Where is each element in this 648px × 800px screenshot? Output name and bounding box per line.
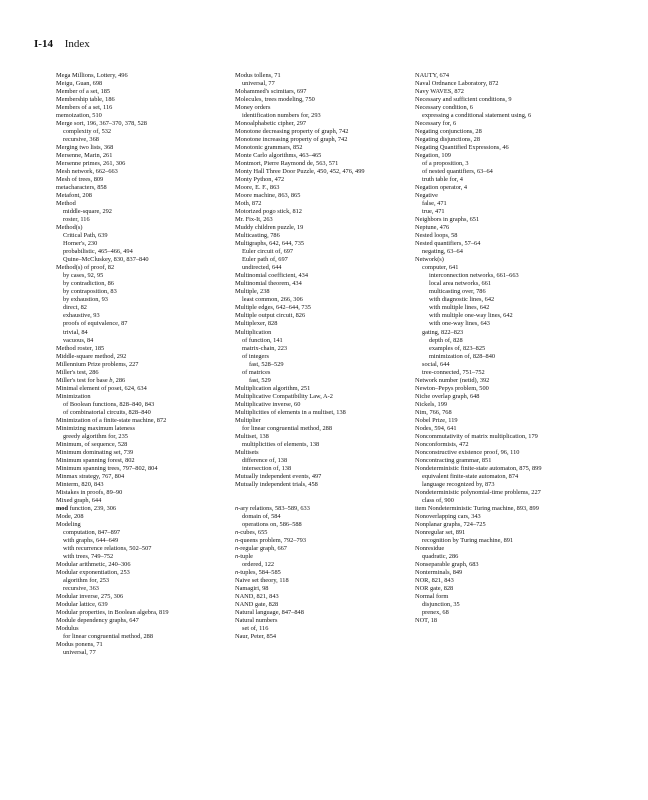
index-subentry: by contradiction, 86 (63, 280, 114, 288)
index-subentry: of function, 141 (242, 336, 283, 344)
index-subentry: interconnection networks, 661–663 (429, 272, 519, 280)
index-entry: NAUTY, 674 (415, 72, 450, 79)
index-entry: Newton–Pepys problem, 500 (415, 384, 489, 392)
index-entry: Molecules, trees modeling, 750 (235, 96, 315, 104)
index-entry: Mr. Fix-It, 263 (235, 216, 273, 224)
index-entry: Multiplicative inverse, 60 (235, 400, 301, 408)
index-entry: Multisets (235, 448, 259, 456)
index-subentry: algorithm for, 253 (63, 576, 110, 584)
index-subentry: class of, 900 (422, 496, 454, 504)
index-subentry: ordered, 122 (242, 560, 275, 568)
index-entry: Multiset, 138 (235, 432, 269, 440)
index-entry: Monty Python, 472 (235, 176, 285, 184)
index-subentry: of nested quantifiers, 63–64 (422, 168, 493, 176)
index-entry: Monotone decreasing property of graph, 742 (235, 128, 349, 136)
index-subentry: proofs of equivalence, 87 (63, 320, 128, 328)
index-entry: Nondeterministic polynomial-time problems, 227 (415, 488, 541, 496)
index-entry: Minimum spanning trees, 797–802, 804 (56, 464, 158, 472)
index-entry: Modus tollens, 71 (235, 72, 281, 79)
index-subentry: gating, 822–823 (422, 328, 464, 336)
index-entry: Moth, 872 (235, 200, 262, 208)
index-entry: Network(s) (415, 256, 444, 264)
index-entry: Moore machine, 863, 865 (235, 192, 301, 200)
index-entry: Necessary condition, 6 (415, 104, 473, 112)
index-subentry: by cases, 92, 95 (63, 272, 104, 280)
index-entry: NOT, 18 (415, 617, 438, 625)
index-subentry: fast, 529 (249, 376, 271, 384)
index-entry: Normal form (415, 593, 449, 601)
index-entry: n-regular graph, 667 (235, 544, 287, 552)
index-entry: n-queens problem, 792–793 (235, 536, 307, 544)
index-entry: Multicasting, 786 (235, 232, 280, 240)
index-entry: Minimal element of poset, 624, 634 (56, 384, 147, 392)
index-entry: Millennium Prize problems, 227 (56, 360, 139, 368)
index-subentry: by contraposition, 83 (63, 288, 117, 296)
index-gap (235, 489, 410, 497)
index-entry: Minimizing maximum lateness (56, 424, 135, 432)
index-entry: Multiplier (235, 416, 261, 424)
index-subentry: universal, 77 (63, 649, 96, 657)
index-entry: NOR gate, 828 (415, 585, 454, 592)
index-subentry: matrix-chain, 223 (242, 344, 288, 352)
index-entry: Minimization (56, 392, 91, 400)
index-entry: Mega Millions, Lottery, 496 (56, 72, 128, 79)
index-entry: Minimum, of sequence, 528 (56, 440, 128, 448)
index-entry: Multiple, 238 (235, 288, 270, 296)
index-subentry: Euler circuit of, 697 (242, 248, 294, 256)
index-entry: Noncommutativity of matrix multiplication, 179 (415, 432, 538, 440)
index-entry: n-cubes, 655 (235, 528, 268, 536)
index-subentry: truth table for, 4 (422, 176, 463, 184)
index-subentry: negating, 63–64 (422, 248, 463, 256)
index-entry: Member of a set, 185 (56, 88, 111, 96)
index-subentry: difference of, 138 (242, 456, 288, 464)
index-entry: NOR, 821, 843 (415, 576, 454, 584)
index-entry: Moore, E. F., 863 (235, 184, 280, 192)
index-entry: Mixed graph, 644 (56, 496, 102, 504)
index-subentry: vacuous, 84 (63, 336, 94, 344)
index-subentry: identification numbers for, 293 (242, 112, 321, 120)
index-entry: Modular arithmetic, 240–306 (56, 560, 131, 568)
index-subentry: greedy algorithm for, 235 (63, 432, 128, 440)
index-subentry: of a proposition, 3 (422, 160, 469, 168)
index-subentry: equivalent finite-state automaton, 874 (422, 472, 519, 480)
index-subentry: set of, 116 (242, 625, 269, 633)
index-subentry: operations on, 586–588 (242, 520, 302, 528)
index-entry: Network number (netid), 392 (415, 376, 490, 384)
index-entry: Nondeterministic finite-state automaton, 875, 899 (415, 464, 542, 472)
index-subentry: with graphs, 644–649 (63, 536, 119, 544)
index-subentry: intersection of, 138 (242, 464, 292, 472)
index-entry: Mohammed's scimitars, 697 (235, 88, 307, 96)
index-entry: Natural language, 847–848 (235, 609, 304, 617)
index-entry: Nim, 766, 768 (415, 408, 452, 416)
index-entry: Nonconstructive existence proof, 96, 110 (415, 448, 520, 456)
index-column-1 (56, 72, 226, 657)
index-subentry: universal, 77 (242, 80, 275, 88)
index-entry: Module dependency graphs, 647 (56, 617, 139, 625)
index-entry: Multiplicities of elements in a multiset, 138 (235, 408, 346, 416)
index-subentry: with multiple lines, 642 (429, 304, 490, 312)
index-column-2 (235, 72, 410, 641)
index-column-3 (415, 72, 625, 625)
index-entry: Mesh of trees, 809 (56, 176, 104, 184)
index-subentry: prenex, 68 (422, 609, 449, 617)
index-subentry: least common, 266, 306 (242, 296, 303, 304)
index-entry: Necessary for, 6 (415, 120, 457, 128)
index-subentry: Quine–McCluskey, 830, 837–840 (63, 256, 149, 264)
index-entry: Modular inverse, 275, 306 (56, 593, 124, 601)
page-number: I-14 (34, 38, 53, 50)
index-entry: Nodes, 594, 641 (415, 424, 457, 432)
index-subentry: with trees, 749–752 (63, 552, 114, 560)
index-entry: Multiple edges, 642–644, 735 (235, 304, 311, 312)
index-entry: Necessary and sufficient conditions, 9 (415, 96, 512, 104)
index-entry: Mode, 208 (56, 512, 84, 520)
index-entry: n-tuples, 584–585 (235, 568, 281, 576)
index-entry: Money orders (235, 104, 271, 112)
index-entry: Method(s) of proof, 82 (56, 264, 115, 272)
index-entry: Monotonic grammars, 852 (235, 144, 303, 152)
index-entry: Miller's test, 286 (56, 368, 99, 376)
index-entry: Negating Quantified Expressions, 46 (415, 144, 509, 152)
index-entry: Nonseparable graph, 683 (415, 560, 479, 568)
index-subentry: Critical Path, 639 (63, 232, 108, 240)
index-entry: Modular lattice, 639 (56, 601, 108, 609)
index-entry: Niche overlap graph, 648 (415, 392, 480, 400)
index-entry: Mesh network, 662–663 (56, 168, 118, 176)
index-entry: Mistakes in proofs, 89–90 (56, 488, 123, 496)
index-entry: Nickels, 199 (415, 400, 448, 408)
index-subentry: true, 471 (422, 208, 445, 216)
index-entry: Navy WAVES, 872 (415, 88, 464, 96)
index-entry: Noncontracting grammar, 851 (415, 456, 492, 464)
index-subentry: false, 471 (422, 200, 447, 208)
index-subentry: disjunction, 35 (422, 601, 460, 609)
index-entry: Method(s) (56, 224, 83, 232)
index-entry: Mutually independent trials, 458 (235, 480, 318, 488)
index-subentry: local area networks, 661 (429, 280, 492, 288)
index-entry: Neighbors in graphs, 651 (415, 216, 480, 224)
index-entry: memoization, 510 (56, 112, 102, 120)
index-entry: Membership table, 186 (56, 96, 115, 104)
index-entry: Multigraphs, 642, 644, 735 (235, 240, 305, 248)
index-entry: Negation operator, 4 (415, 184, 468, 192)
index-subentry: of Boolean functions, 828–840, 843 (63, 400, 155, 408)
index-entry: Multiplexer, 828 (235, 320, 278, 328)
index-subentry: examples of, 823–825 (429, 344, 486, 352)
index-entry: Negating disjunctions, 28 (415, 136, 481, 144)
index-subentry: by exhaustion, 93 (63, 296, 108, 304)
index-entry: Naur, Peter, 854 (235, 633, 277, 641)
index-entry: Nonconformists, 472 (415, 440, 469, 448)
index-entry: Members of a set, 116 (56, 104, 113, 112)
index-subentry: Horner's, 230 (63, 240, 98, 248)
index-entry: Method roster, 185 (56, 344, 105, 352)
index-subentry: complexity of, 532 (63, 128, 112, 136)
page-title: Index (64, 38, 90, 50)
page-header (34, 38, 90, 50)
index-subentry: for linear congruential method, 288 (63, 633, 154, 641)
index-entry: Minimum dominating set, 739 (56, 448, 134, 456)
index-entry: Negative (415, 192, 438, 200)
index-subentry: multicasting over, 786 (429, 288, 486, 296)
index-entry: Neptune, 476 (415, 224, 450, 232)
index-entry: Modeling (56, 520, 81, 528)
index-entry: Negating conjunctions, 28 (415, 128, 482, 136)
index-entry: Negation, 109 (415, 152, 451, 160)
index-entry: Namagiri, 98 (235, 585, 269, 592)
index-gap (235, 497, 410, 505)
index-entry: Middle-square method, 292 (56, 352, 127, 360)
index-subentry: social, 644 (422, 360, 450, 368)
index-entry: Multiplicative Compatibility Law, A-2 (235, 392, 333, 400)
index-subentry: middle-square, 292 (63, 208, 112, 216)
index-entry: Mersenne primes, 261, 306 (56, 160, 126, 168)
index-entry: NAND gate, 828 (235, 601, 279, 609)
index-entry: item Nondeterministic Turing machine, 893, 899 (415, 504, 539, 512)
index-entry: Modus ponens, 71 (56, 641, 103, 649)
index-entry: metacharacters, 858 (56, 184, 107, 192)
index-entry: Modular exponentiation, 253 (56, 568, 130, 576)
index-subentry: expressing a conditional statement using, 6 (422, 112, 532, 120)
index-subentry: with one-way lines, 643 (429, 320, 490, 328)
index-entry: Multinomial theorem, 434 (235, 280, 302, 288)
index-entry: Minimum spanning forest, 802 (56, 456, 135, 464)
index-subentry: language recognized by, 873 (422, 480, 495, 488)
index-subentry: minimization of, 828–840 (429, 352, 496, 360)
index-subentry: tree-connected, 751–752 (422, 368, 485, 376)
index-entry: Miller's test for base b, 286 (56, 376, 126, 384)
index-entry: Minterm, 820, 843 (56, 480, 104, 488)
index-entry: Naval Ordnance Laboratory, 872 (415, 80, 499, 88)
index-entry: Nonregular set, 891 (415, 528, 466, 536)
index-subentry: for linear congruential method, 288 (242, 424, 333, 432)
index-entry: Method (56, 200, 76, 208)
index-subentry: of matrices (242, 368, 271, 376)
index-entry: Meigu, Guan, 698 (56, 80, 103, 88)
index-subentry: multiplicities of elements, 138 (242, 440, 320, 448)
index-subentry: with diagnostic lines, 642 (429, 296, 495, 304)
index-entry: Monoalphabetic cipher, 297 (235, 120, 307, 128)
index-entry: Minimization of a finite-state machine, 872 (56, 416, 167, 424)
index-entry: Mersenne, Marin, 261 (56, 152, 113, 160)
index-subentry: of integers (242, 352, 269, 360)
index-subentry: recursive, 363 (63, 585, 99, 592)
index-entry: Nonplanar graphs, 724–725 (415, 520, 486, 528)
index-entry: Metafont, 208 (56, 192, 92, 200)
index-entry: Motorized pogo stick, 812 (235, 208, 302, 216)
index-entry: Nested quantifiers, 57–64 (415, 240, 481, 248)
index-entry: Modulus (56, 625, 79, 633)
index-entry: Nobel Prize, 119 (415, 416, 458, 424)
index-subentry: direct, 82 (63, 304, 87, 312)
index-entry: Naive set theory, 118 (235, 576, 289, 584)
index-entry: Modular properties, in Boolean algebra, 819 (56, 609, 169, 617)
index-entry: Multiple output circuit, 826 (235, 312, 306, 320)
index-entry: Muddy children puzzle, 19 (235, 224, 304, 232)
index-subentry: recursive, 368 (63, 136, 99, 144)
index-entry: Monotone increasing property of graph, 742 (235, 136, 348, 144)
index-entry: Multiplication (235, 328, 272, 336)
index-entry: Nonoverlapping cars, 343 (415, 512, 481, 520)
index-entry: n-ary relations, 583–589, 633 (235, 504, 310, 512)
index-entry: Merging two lists, 368 (56, 144, 114, 152)
index-subentry: domain of, 584 (242, 512, 281, 520)
index-subentry: Euler path of, 697 (242, 256, 288, 264)
index-subentry: recognition by Turing machine, 891 (422, 536, 514, 544)
index-entry: Mutually independent events, 497 (235, 472, 322, 480)
index-subentry: fast, 528–529 (249, 360, 284, 368)
index-subentry: quadratic, 286 (422, 552, 459, 560)
index-subentry: undirected, 644 (242, 264, 282, 272)
index-subentry: roster, 116 (63, 216, 90, 224)
index-subentry: with multiple one-way lines, 642 (429, 312, 513, 320)
index-entry: Nested loops, 58 (415, 232, 458, 240)
index-subentry: exhaustive, 93 (63, 312, 100, 320)
index-subentry: of combinatorial circuits, 828–840 (63, 408, 151, 416)
index-entry: Monte Carlo algorithms, 463–465 (235, 152, 322, 160)
index-entry: Natural numbers (235, 617, 278, 625)
index-entry: Nonresidue (415, 544, 445, 552)
index-subentry: computation, 847–897 (63, 528, 121, 536)
index-subentry: with recurrence relations, 502–507 (63, 544, 152, 552)
index-entry: Minmax strategy, 767, 804 (56, 472, 125, 480)
index-entry: Multiplication algorithm, 251 (235, 384, 311, 392)
index-entry: Montmort, Pierre Raymond de, 563, 571 (235, 160, 339, 168)
index-entry: Monty Hall Three Door Puzzle, 450, 452, 476, 499 (235, 168, 365, 176)
index-subentry: depth of, 828 (429, 336, 463, 344)
index-entry: Merge sort, 196, 367–370, 378, 528 (56, 120, 147, 128)
index-entry: NAND, 821, 843 (235, 593, 279, 601)
index-entry: mod function, 239, 306 (56, 504, 117, 512)
index-entry: Nonterminals, 849 (415, 568, 463, 576)
index-subentry: computer, 641 (422, 264, 459, 272)
index-subentry: probabilistic, 465–466, 494 (63, 248, 133, 256)
index-entry: n-tuple (235, 552, 253, 560)
index-subentry: trivial, 84 (63, 328, 88, 336)
index-entry: Multinomial coefficient, 434 (235, 272, 308, 280)
